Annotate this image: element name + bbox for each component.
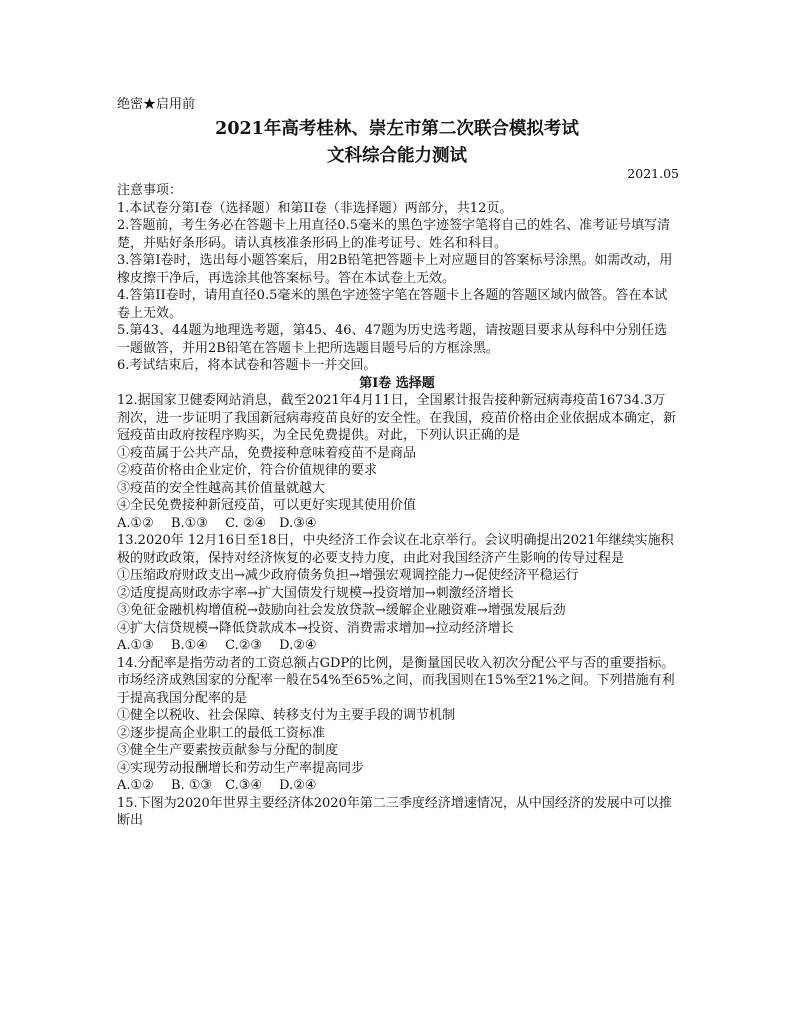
- note-item: 2.答题前，考生务必在答题卡上用直径0.5毫米的黑色字迹签字笔将自己的姓名、准考证号填写清楚，并贴好条形码。请认真核准条形码上的准考证号、姓名和科目。: [117, 218, 671, 251]
- section-title: 第I卷 选择题: [359, 375, 435, 391]
- question-option: ④扩大信贷规模→降低贷款成本→投资、消费需求增加→拉动经济增长: [117, 620, 514, 636]
- notes-heading: 注意事项：: [117, 183, 183, 198]
- question-option: ②疫苗价格由企业定价，符合价值规律的要求: [117, 463, 378, 478]
- question-option: ③健全生产要素按贡献参与分配的制度: [117, 743, 339, 758]
- question-stem: 14.分配率是指劳动者的工资总额占GDP的比例，是衡量国民收入初次分配公平与否的重要指标。市场经济成熟国家的分配率一般在54%至65%之间，而我国则在15%至21%之间。下列措施有利于提高我国分配率的是: [117, 655, 675, 706]
- note-item: 3.答第I卷时，选出每小题答案后，用2B铅笔把答题卡上对应题目的答案标号涂黑。如需改动，用橡皮擦干净后，再选涂其他答案标号。答在本试卷上无效。: [117, 253, 673, 286]
- exam-date: 2021.05: [627, 166, 679, 181]
- question-option: ④全民免费接种新冠疫苗，可以更好实现其使用价值: [117, 498, 417, 513]
- question-stem: 12.据国家卫健委网站消息，截至2021年4月11日，全国累计报告接种新冠病毒疫苗16734.3万剂次，进一步证明了我国新冠病毒疫苗良好的安全性。在我国，疫苗价格由企业依据成本确定，新冠疫苗由政府按程序购买，为全民免费提供。对此，下列认识正确的是: [117, 393, 677, 443]
- question-option: ①健全以税收、社会保障、转移支付为主要手段的调节机制: [117, 708, 456, 723]
- secret-label: 绝密★启用前: [117, 97, 196, 112]
- question-option: ③疫苗的安全性越高其价值量就越大: [117, 480, 326, 496]
- question-option: ②适度提高财政赤字率→扩大国债发行规模→投资增加→刺激经济增长: [117, 585, 514, 601]
- question-option: ②逐步提高企业职工的最低工资标准: [117, 725, 326, 741]
- question-choices: A.①② B.①③ C. ②④ D.③④: [117, 515, 317, 531]
- question-option: ①疫苗属于公共产品，免费接种意味着疫苗不是商品: [117, 445, 417, 461]
- note-item: 5.第43、44题为地理选考题，第45、46、47题为历史选考题，请按题目要求从每科中分别任选一题做答，并用2B铅笔在答题卡上把所选题目题号后的方框涂黑。: [117, 323, 668, 356]
- question-stem: 13.2020年 12月16日至18日，中央经济工作会议在北京举行。会议明确提出2021年继续实施积极的财政政策，保持对经济恢复的必要支持力度，由此对我国经济产生影响的传导过程是: [117, 533, 674, 566]
- note-item: 6.考试结束后，将本试卷和答题卡一并交回。: [117, 358, 377, 373]
- note-item: 4.答第II卷时，请用直径0.5毫米的黑色字迹签字笔在答题卡上各题的答题区域内做答。答在本试卷上无效。: [117, 288, 668, 321]
- question-stem: 15.下图为2020年世界主要经济体2020年第二三季度经济增速情况，从中国经济的发展中可以推断出: [117, 795, 672, 828]
- exam-title: 2021年高考桂林、崇左市第二次联合模拟考试: [215, 119, 579, 139]
- question-choices: A.①③ B.①④ C.②③ D.②④: [117, 638, 317, 653]
- question-option: ①压缩政府财政支出→减少政府债务负担→增强宏观调控能力→促使经济平稳运行: [117, 568, 579, 583]
- exam-body: [117, 182, 677, 830]
- question-option: ④实现劳动报酬增长和劳动生产率提高同步: [117, 760, 365, 776]
- question-choices: A.①② B. ①③ C.③④ D.②④: [117, 778, 317, 793]
- note-item: 1.本试卷分第I卷（选择题）和第II卷（非选择题）两部分，共12页。: [117, 200, 513, 216]
- exam-subtitle: 文科综合能力测试: [327, 146, 467, 166]
- question-option: ③免征金融机构增值税→鼓励向社会发放贷款→缓解企业融资难→增强发展后劲: [117, 603, 566, 618]
